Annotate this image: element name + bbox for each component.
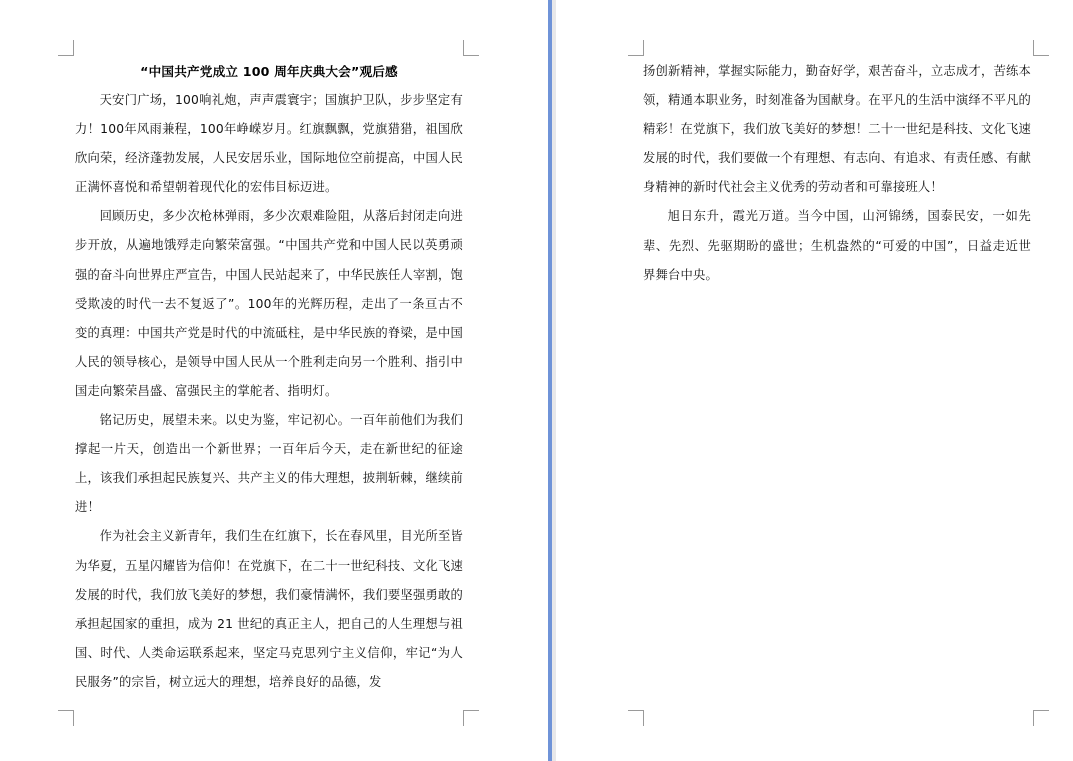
paragraph: 作为社会主义新青年，我们生在红旗下，长在春风里，目光所至皆为华夏，五星闪耀皆为信仰！在党旗下，在二十一世纪科技、文化飞速发展的时代，我们放飞美好的梦想，我们豪情满怀，我们要坚强勇敢的承担起国家的重担，成为 21 世纪的真正主人，把自己的人生理想与祖国、时代、人类命运联系起来，坚定马克思列宁主义信仰，牢记“为人民服务”的宗旨，树立远大的理想，培养良好的品德，发 [75,529,463,689]
crop-mark-top-right [1033,40,1049,56]
paragraph: 铭记历史，展望未来。以史为鉴，牢记初心。一百年前他们为我们撑起一片天，创造出一个新世界；一百年后今天，走在新世纪的征途上，该我们承担起民族复兴、共产主义的伟大理想，披荆斩棘，继续前进！ [75,413,463,515]
crop-mark-bottom-left [628,710,644,726]
paragraph: 回顾历史，多少次枪林弹雨，多少次艰难险阻，从落后封闭走向进步开放，从遍地饿殍走向繁荣富强。“中国共产党和中国人民以英勇顽强的奋斗向世界庄严宣告，中国人民站起来了，中华民族任人宰割，饱受欺凌的时代一去不复返了”。100年的光辉历程，走出了一条亘古不变的真理：中国共产党是时代的中流砥柱，是中华民族的脊梁，是中国人民的领导核心，是领导中国人民从一个胜利走向另一个胜利、指引中国走向繁荣昌盛、富强民主的掌舵者、指明灯。 [75,209,463,398]
paragraph: 旭日东升，霞光万道。当今中国，山河锦绣，国泰民安，一如先辈、先烈、先驱期盼的盛世；生机盎然的“可爱的中国”，日益走近世界舞台中央。 [643,209,1031,282]
crop-mark-bottom-left [58,710,74,726]
document-title: “中国共产党成立 100 周年庆典大会”观后感 [140,64,398,79]
page-1-body[interactable] [75,57,463,697]
document-page-2[interactable] [556,0,1073,761]
crop-mark-top-right [463,40,479,56]
paragraph: 天安门广场，100响礼炮，声声震寰宇；国旗护卫队，步步坚定有力！100年风雨兼程，100年峥嵘岁月。红旗飘飘，党旗猎猎，祖国欣欣向荣，经济蓬勃发展，人民安居乐业，国际地位空前提高，中国人民正满怀喜悦和希望朝着现代化的宏伟目标迈进。 [75,93,463,195]
crop-mark-top-left [58,40,74,56]
crop-mark-bottom-right [463,710,479,726]
paragraph: 扬创新精神，掌握实际能力，勤奋好学，艰苦奋斗，立志成才，苦练本领，精通本职业务，时刻准备为国献身。在平凡的生活中演绎不平凡的精彩！在党旗下，我们放飞美好的梦想！二十一世纪是科技、文化飞速发展的时代，我们要做一个有理想、有志向、有追求、有责任感、有献身精神的新时代社会主义优秀的劳动者和可靠接班人！ [643,64,1031,195]
page-2-body[interactable] [643,57,1031,290]
crop-mark-bottom-right [1033,710,1049,726]
crop-mark-top-left [628,40,644,56]
